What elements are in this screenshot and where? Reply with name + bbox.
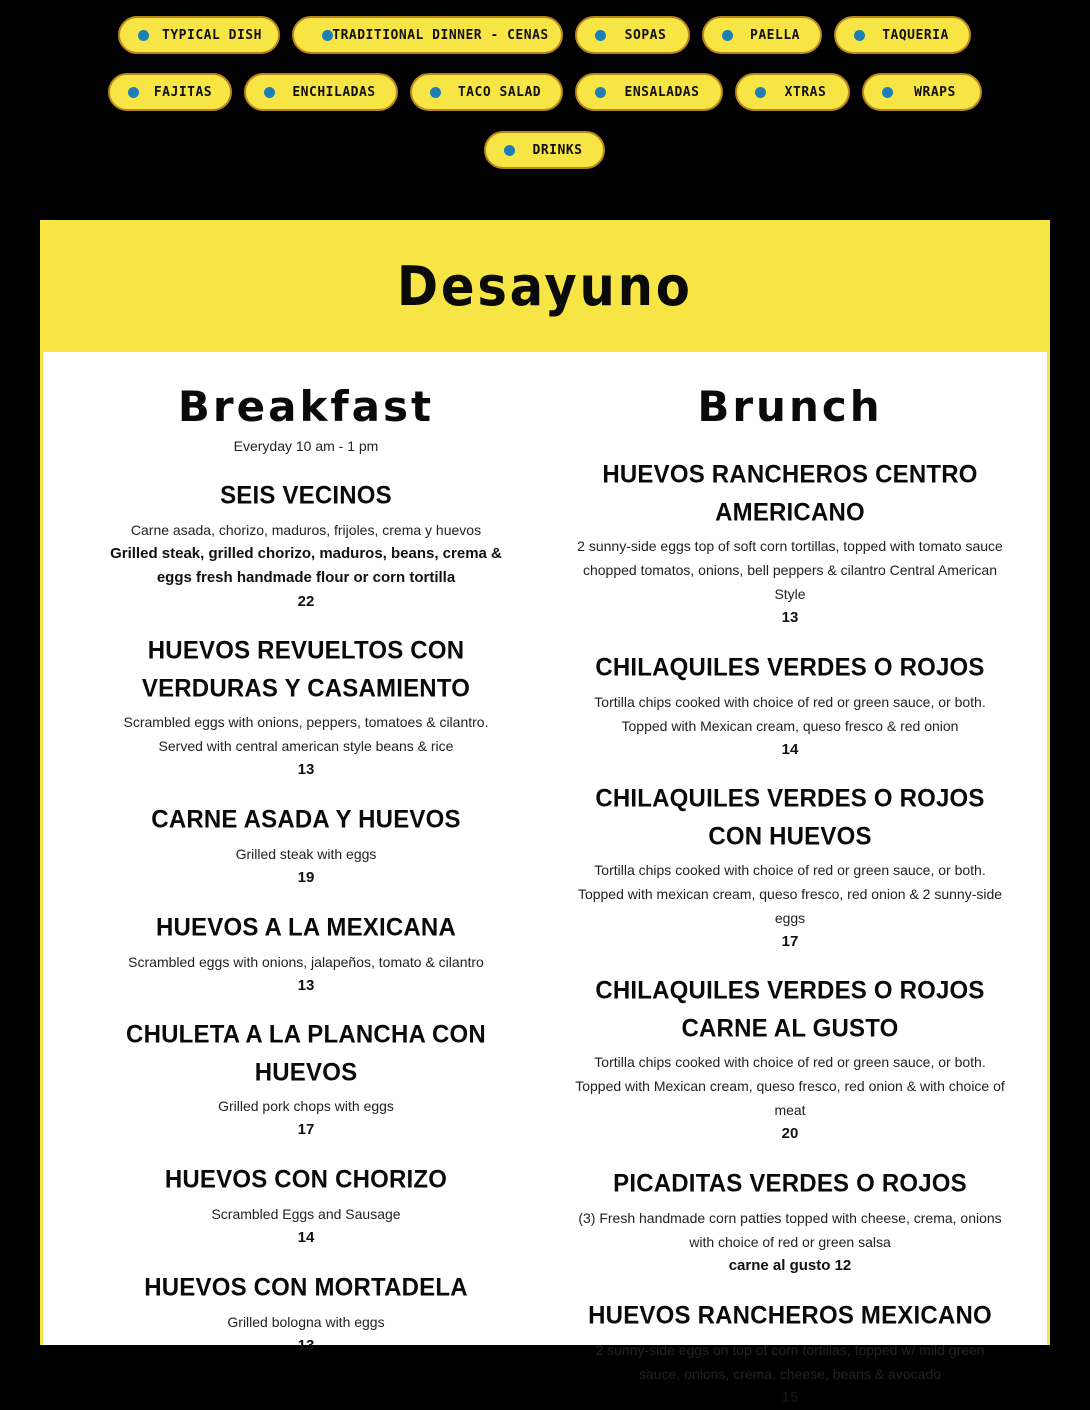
- menu-item-name: CHILAQUILES VERDES O ROJOS: [595, 653, 985, 682]
- menu-item: [101, 910, 511, 998]
- menu-item-description: Scrambled eggs with onions, jalapeños, tomato & cilantro: [128, 954, 484, 970]
- menu-item-description: Carne asada, chorizo, maduros, frijoles, crema y huevos: [130, 522, 482, 538]
- nav-pill-label: PAELLA: [750, 27, 800, 43]
- bullet-dot-icon: [138, 30, 149, 41]
- menu-item-description: Grilled pork chops with eggs: [218, 1098, 394, 1114]
- menu-item-name: CHILAQUILES VERDES O ROJOS CON HUEVOS: [595, 784, 985, 851]
- nav-pill-label: TAQUERIA: [882, 27, 949, 43]
- brunch-heading: Brunch: [697, 382, 883, 431]
- section-banner: [40, 220, 1050, 352]
- category-nav: [0, 0, 1090, 220]
- menu-panel: [40, 352, 1050, 1406]
- menu-item: [575, 650, 1005, 762]
- bullet-dot-icon: [595, 30, 606, 41]
- bullet-dot-icon: [755, 87, 766, 98]
- nav-pill-label: ENCHILADAS: [292, 84, 376, 100]
- menu-item-price: 14: [781, 741, 799, 758]
- menu-item-name: CARNE ASADA Y HUEVOS: [151, 805, 461, 834]
- menu-item: [575, 974, 1005, 1146]
- menu-item-description: Tortilla chips cooked with choice of red or green sauce, or both. Topped with mexican cream, queso fresco, red onion & 2 sunny-side eggs: [577, 862, 1003, 926]
- nav-pill-taco-salad[interactable]: [410, 73, 563, 111]
- menu-item-name: HUEVOS REVUELTOS CON VERDURAS Y CASAMIENTO: [141, 636, 471, 703]
- menu-item-name: HUEVOS CON CHORIZO: [164, 1165, 448, 1194]
- menu-item-name: HUEVOS RANCHEROS CENTRO AMERICANO: [602, 460, 978, 527]
- nav-pill-label: TYPICAL DISH: [162, 27, 262, 43]
- menu-item-price: carne al gusto 12: [728, 1257, 852, 1274]
- menu-item-price: 13: [781, 609, 799, 626]
- nav-pill-label: XTRAS: [784, 84, 827, 100]
- bullet-dot-icon: [128, 87, 139, 98]
- nav-pill-drinks[interactable]: [484, 131, 605, 169]
- nav-pill-label: SOPAS: [624, 27, 667, 43]
- menu-item-name: SEIS VECINOS: [220, 481, 392, 510]
- nav-pill-label: FAJITAS: [153, 84, 213, 100]
- nav-pill-taqueria[interactable]: [834, 16, 971, 54]
- menu-item-name: HUEVOS A LA MEXICANA: [155, 913, 456, 942]
- bullet-dot-icon: [264, 87, 275, 98]
- menu-item-name: HUEVOS CON MORTADELA: [144, 1273, 468, 1302]
- menu-item-description: 2 sunny-side eggs on top of corn tortillas, topped w/ mild green sauce, onions, crema, cheese, beans & avocado: [595, 1342, 985, 1382]
- bullet-dot-icon: [595, 87, 606, 98]
- nav-pill-ensaladas[interactable]: [575, 73, 723, 111]
- menu-item-name: PICADITAS VERDES O ROJOS: [613, 1169, 967, 1198]
- menu-item: [575, 458, 1005, 630]
- menu-item-price: 14: [297, 1229, 315, 1246]
- menu-item: [101, 478, 511, 614]
- menu-item-name: CHILAQUILES VERDES O ROJOS CARNE AL GUSTO: [595, 976, 985, 1043]
- bullet-dot-icon: [882, 87, 893, 98]
- menu-item: [575, 1166, 1005, 1278]
- nav-pill-label: TACO SALAD: [457, 84, 542, 100]
- menu-item: [575, 782, 1005, 954]
- bullet-dot-icon: [722, 30, 733, 41]
- section-title: Desayuno: [397, 254, 693, 318]
- brunch-column: [575, 352, 1005, 1410]
- breakfast-heading: Breakfast: [177, 382, 435, 431]
- breakfast-column: [101, 352, 511, 1358]
- menu-item-price: 15: [781, 1389, 799, 1406]
- breakfast-hours: Everyday 10 am - 1 pm: [233, 438, 379, 454]
- menu-item-name: CHULETA A LA PLANCHA CON HUEVOS: [126, 1020, 486, 1087]
- nav-pill-xtras[interactable]: [735, 73, 850, 111]
- menu-item-description: Tortilla chips cooked with choice of red or green sauce, or both. Topped with Mexican cream, queso fresco, red onion & with choice of meat: [575, 1054, 1005, 1118]
- bullet-dot-icon: [430, 87, 441, 98]
- menu-item-description: Tortilla chips cooked with choice of red or green sauce, or both. Topped with Mexican cream, queso fresco & red onion: [594, 694, 986, 734]
- menu-item-description-english: Grilled steak, grilled chorizo, maduros, beans, crema & eggs fresh handmade flour or corn tortilla: [110, 545, 502, 586]
- menu-item-price: 13: [297, 1337, 315, 1354]
- nav-pill-sopas[interactable]: [575, 16, 690, 54]
- nav-pill-paella[interactable]: [702, 16, 822, 54]
- menu-item-description: (3) Fresh handmade corn patties topped with cheese, crema, onions with choice of red or green salsa: [578, 1210, 1002, 1250]
- menu-item-price: 13: [297, 761, 315, 778]
- nav-pill-wraps[interactable]: [862, 73, 982, 111]
- nav-pill-enchiladas[interactable]: [244, 73, 398, 111]
- menu-item-price: 19: [297, 869, 315, 886]
- menu-item-description: 2 sunny-side eggs top of soft corn tortillas, topped with tomato sauce chopped tomatos, onions, bell peppers & cilantro Central American Style: [577, 538, 1003, 602]
- menu-item-price: 17: [297, 1121, 315, 1138]
- menu-item: [101, 802, 511, 890]
- nav-pill-typical-dish[interactable]: [118, 16, 280, 54]
- menu-item-name: HUEVOS RANCHEROS MEXICANO: [588, 1301, 992, 1330]
- menu-item-price: 22: [297, 593, 315, 610]
- menu-item: [575, 1298, 1005, 1410]
- menu-item-description: Scrambled eggs with onions, peppers, tomatoes & cilantro. Served with central american style beans & rice: [123, 714, 489, 754]
- menu-item-price: 17: [781, 933, 799, 950]
- menu-item-price: 20: [781, 1125, 799, 1142]
- bullet-dot-icon: [504, 145, 515, 156]
- nav-pill-label: TRADITIONAL DINNER - CENAS: [332, 27, 549, 43]
- menu-item: [101, 1162, 511, 1250]
- menu-item-description: Scrambled Eggs and Sausage: [211, 1206, 401, 1222]
- nav-pill-label: DRINKS: [532, 142, 583, 158]
- menu-item: [101, 1018, 511, 1142]
- bullet-dot-icon: [854, 30, 865, 41]
- nav-pill-label: WRAPS: [914, 84, 956, 100]
- menu-item-description: Grilled steak with eggs: [235, 846, 377, 862]
- nav-pill-label: ENSALADAS: [624, 84, 700, 100]
- menu-item: [101, 634, 511, 782]
- menu-item-description: Grilled bologna with eggs: [227, 1314, 385, 1330]
- menu-item: [101, 1270, 511, 1358]
- nav-pill-traditional-dinner[interactable]: [292, 16, 563, 54]
- menu-item-price: 13: [297, 977, 315, 994]
- nav-pill-fajitas[interactable]: [108, 73, 232, 111]
